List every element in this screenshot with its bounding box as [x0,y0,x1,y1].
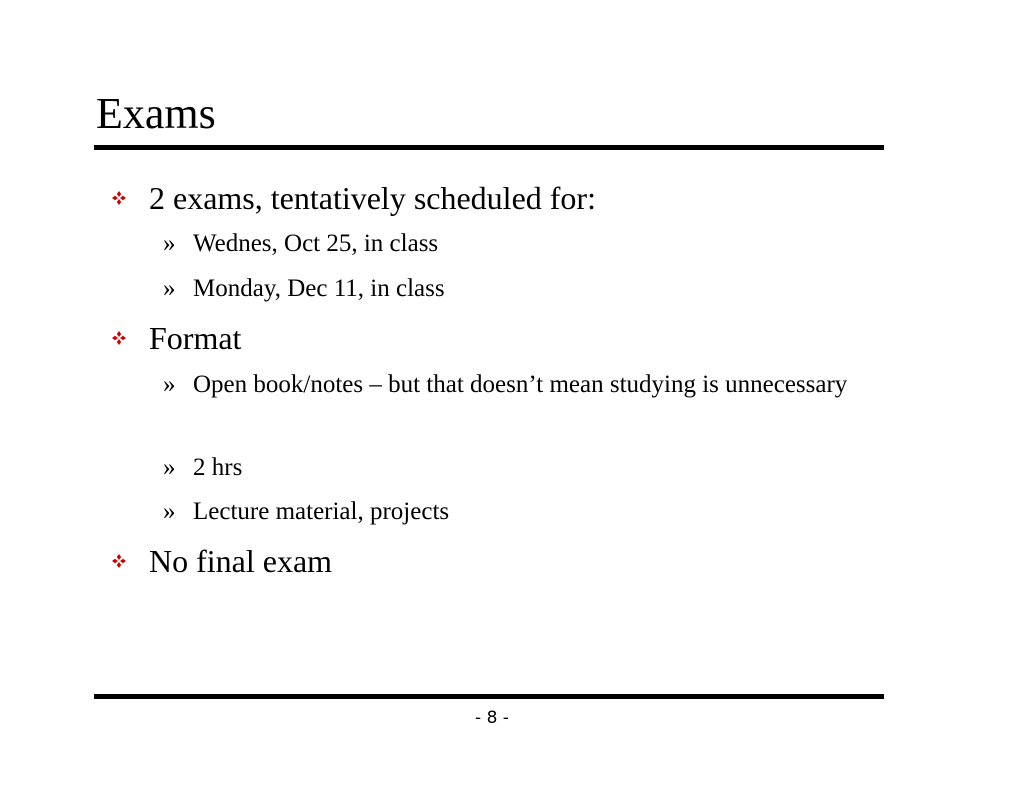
title-divider [94,145,884,150]
sub-bullet-marker: » [163,230,176,257]
sub-bullet-item [163,366,863,403]
sub-bullet-text: Wednes, Oct 25, in class [193,230,439,257]
sub-bullet-item [163,225,863,262]
sub-bullet-marker: » [163,275,176,302]
diamond-bullet-icon [112,542,149,580]
bullet-text: 2 exams, tentatively scheduled for: [149,180,596,216]
sub-bullet-marker: » [163,454,176,481]
sub-bullet-text: Monday, Dec 11, in class [193,275,445,302]
sub-bullet-item [163,493,863,530]
sub-bullet-text: 2 hrs [193,454,243,481]
slide-title: Exams [96,89,216,138]
footer-divider [94,694,884,699]
sub-bullet-item [163,270,863,307]
bullet-item [112,319,241,357]
sub-bullet-marker: » [163,498,176,525]
diamond-bullet-icon [112,179,149,217]
sub-bullet-marker: » [163,371,176,398]
bullet-text: No final exam [149,543,333,579]
diamond-bullet-icon [112,319,149,357]
sub-bullet-text: Lecture material, projects [193,498,450,525]
sub-bullet-item [163,449,863,486]
bullet-text: Format [149,320,242,356]
bullet-item [112,542,332,580]
sub-bullet-text: Open book/notes – but that doesn’t mean studying is unnecessary [193,371,848,398]
bullet-item [112,179,596,217]
page-number: - 8 - [475,708,509,728]
